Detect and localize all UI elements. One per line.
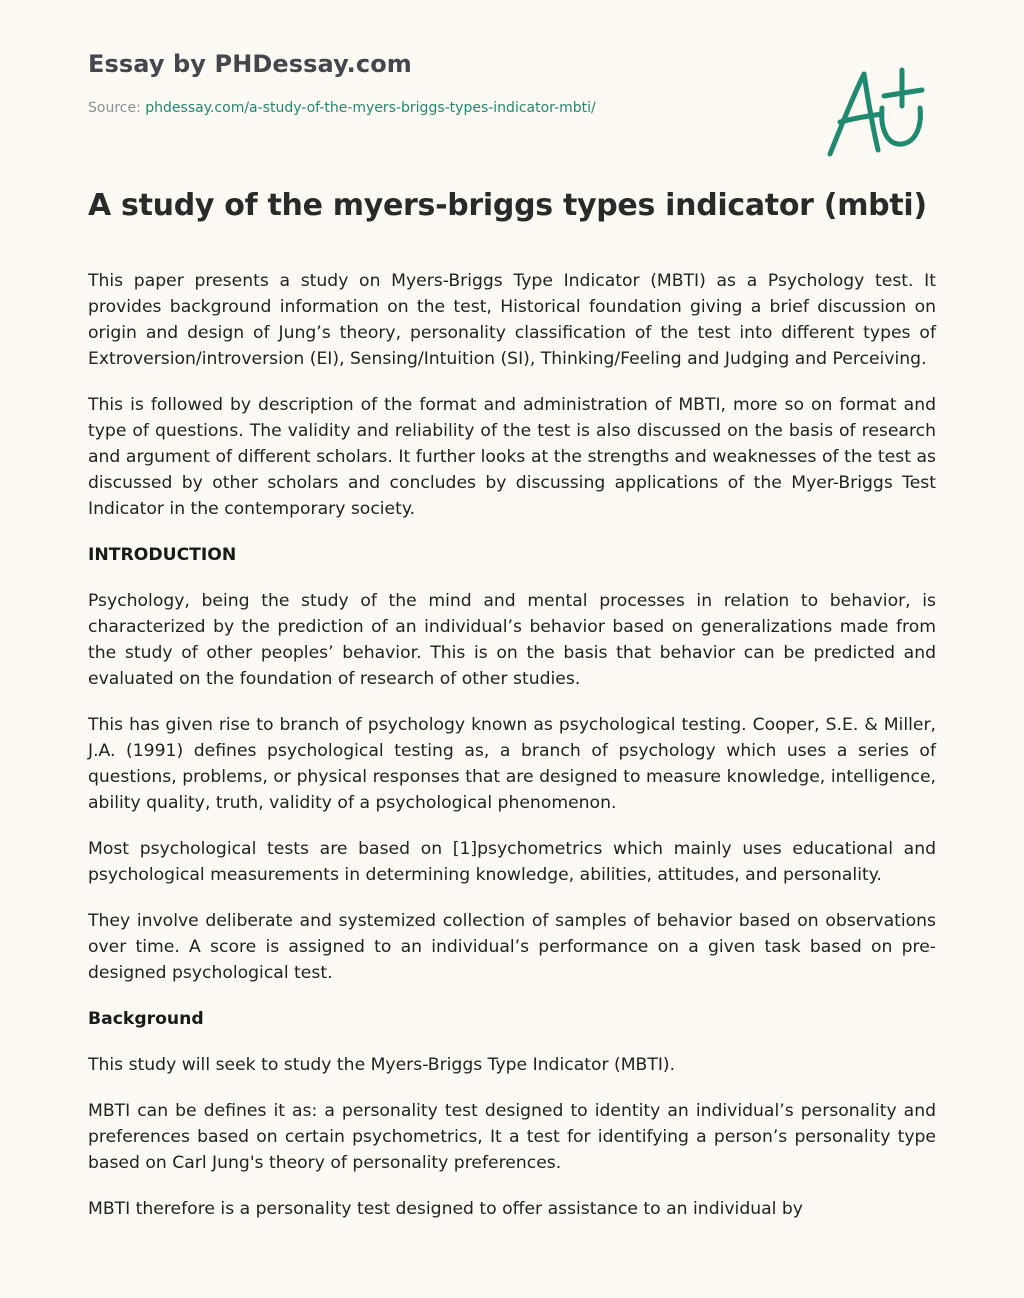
source-line: [88, 100, 596, 116]
essay-body: [88, 268, 936, 1242]
section-heading-introduction: INTRODUCTION: [88, 545, 237, 565]
paragraph: MBTI therefore is a personality test designed to offer assistance to an individual by: [88, 1199, 803, 1219]
source-link[interactable]: phdessay.com/a-study-of-the-myers-briggs-types-indicator-mbti/: [145, 100, 596, 116]
brand-name[interactable]: Essay by PHDessay.com: [88, 50, 412, 78]
paragraph: This paper presents a study on Myers-Briggs Type Indicator (MBTI) as a Psychology test. It provides background information on the test, Historical foundation giving a brief discussion on origin and design of Jung’s theory, personality classification of the test into different types of Extroversion/introversion (EI), Sensing/Intuition (SI), Thinking/Feeling and Judging and Perceiving.: [88, 271, 936, 369]
paragraph: MBTI can be defines it as: a personality test designed to identity an individual’s personality and preferences based on certain psychometrics, It a test for identifying a person’s personality type based on Carl Jung's theory of personality preferences.: [88, 1101, 936, 1173]
site-header: [88, 50, 596, 116]
a-plus-logo-icon: [822, 64, 928, 160]
paragraph: This study will seek to study the Myers-Briggs Type Indicator (MBTI).: [88, 1055, 676, 1075]
paragraph: This has given rise to branch of psychology known as psychological testing. Cooper, S.E. & Miller, J.A. (1991) defines psychological testing as, a branch of psychology which uses a series of questions, problems, or physical responses that are designed to measure knowledge, intelligence, ability quality, truth, validity of a psychological phenomenon.: [88, 715, 936, 813]
section-heading-background: Background: [88, 1009, 204, 1029]
paragraph: This is followed by description of the format and administration of MBTI, more so on format and type of questions. The validity and reliability of the test is also discussed on the basis of research and argument of different scholars. It further looks at the strengths and weaknesses of the test as discussed by other scholars and concludes by discussing applications of the Myer-Briggs Test Indicator in the contemporary society.: [88, 395, 936, 519]
paragraph: Most psychological tests are based on [1]psychometrics which mainly uses educational and psychological measurements in determining knowledge, abilities, attitudes, and personality.: [88, 839, 936, 885]
paragraph: They involve deliberate and systemized collection of samples of behavior based on observations over time. A score is assigned to an individual’s performance on a given task based on pre-designed psychological test.: [88, 911, 936, 983]
paragraph: Psychology, being the study of the mind and mental processes in relation to behavior, is characterized by the prediction of an individual’s behavior based on generalizations made from the study of other peoples’ behavior. This is on the basis that behavior can be predicted and evaluated on the foundation of research of other studies.: [88, 591, 936, 689]
page-title: A study of the myers-briggs types indicator (mbti): [88, 188, 927, 223]
source-label: Source:: [88, 100, 141, 116]
